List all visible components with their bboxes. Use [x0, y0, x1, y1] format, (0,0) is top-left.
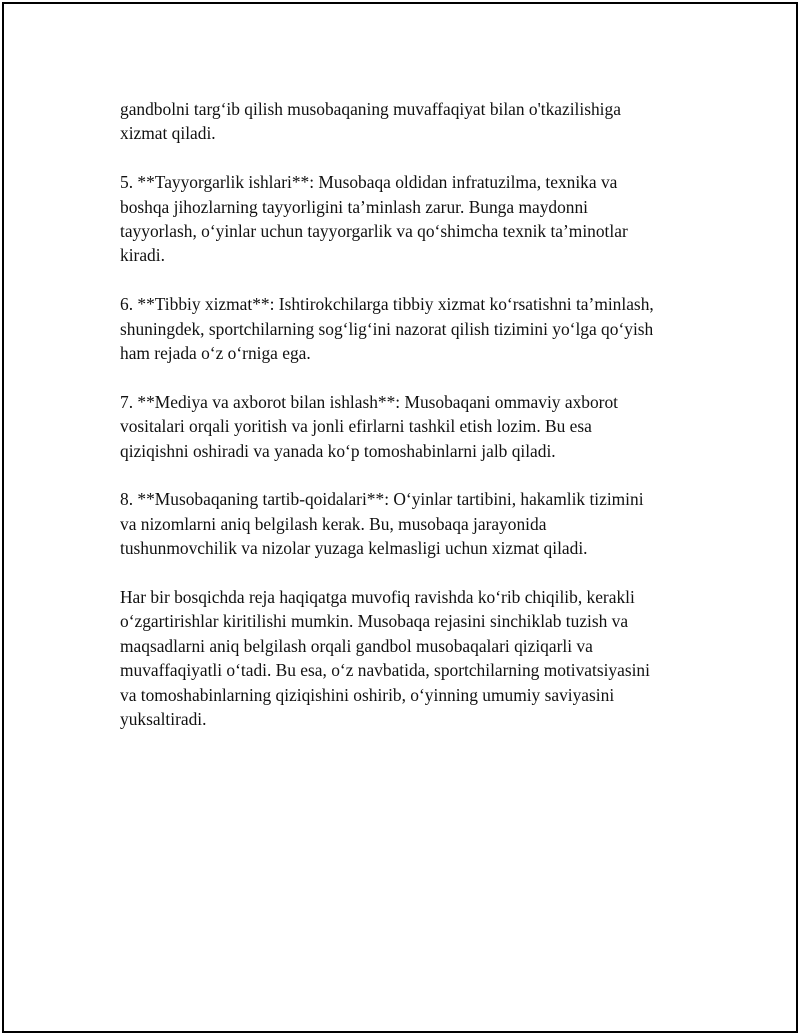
paragraph-item-5: 5. **Tayyorgarlik ishlari**: Musobaqa oldidan infratuzilma, texnika va boshqa jihozlarning tayyorligini ta’minlash zarur. Bunga maydonni tayyorlash, o‘yinlar uchun tayyorgarlik va qo‘shimcha texnik ta’minotlar kiradi. [120, 172, 628, 266]
document-body [120, 97, 690, 756]
document-page [2, 2, 798, 1033]
paragraph-conclusion: Har bir bosqichda reja haqiqatga muvofiq ravishda ko‘rib chiqilib, kerakli o‘zgartirishlar kiritilishi mumkin. Musobaqa rejasini sinchiklab tuzish va maqsadlarni aniq belgilash orqali gandbol musobaqalari qiziqarli va muvaffaqiyatli o‘tadi. Bu esa, o‘z navbatida, sportchilarning motivatsiyasini va tomoshabinlarning qiziqishini oshirib, o‘yinning umumiy saviyasini yuksaltiradi. [120, 587, 650, 730]
paragraph-item-8: 8. **Musobaqaning tartib-qoidalari**: O‘yinlar tartibini, hakamlik tizimini va nizomlarni aniq belgilash kerak. Bu, musobaqa jarayonida tushunmovchilik va nizolar yuzaga kelmasligi uchun xizmat qiladi. [120, 489, 644, 559]
paragraph-item-6: 6. **Tibbiy xizmat**: Ishtirokchilarga tibbiy xizmat ko‘rsatishni ta’minlash, shuningdek, sportchilarning sog‘lig‘ini nazorat qilish tizimini yo‘lga qo‘yish ham rejada o‘z o‘rniga ega. [120, 294, 654, 364]
paragraph-continuation: gandbolni targ‘ib qilish musobaqaning muvaffaqiyat bilan o'tkazilishiga xizmat qiladi. [120, 99, 621, 144]
paragraph-item-7: 7. **Mediya va axborot bilan ishlash**: Musobaqani ommaviy axborot vositalari orqali yoritish va jonli efirlarni tashkil etish lozim. Bu esa qiziqishni oshiradi va yanada ko‘p tomoshabinlarni jalb qiladi. [120, 391, 618, 461]
